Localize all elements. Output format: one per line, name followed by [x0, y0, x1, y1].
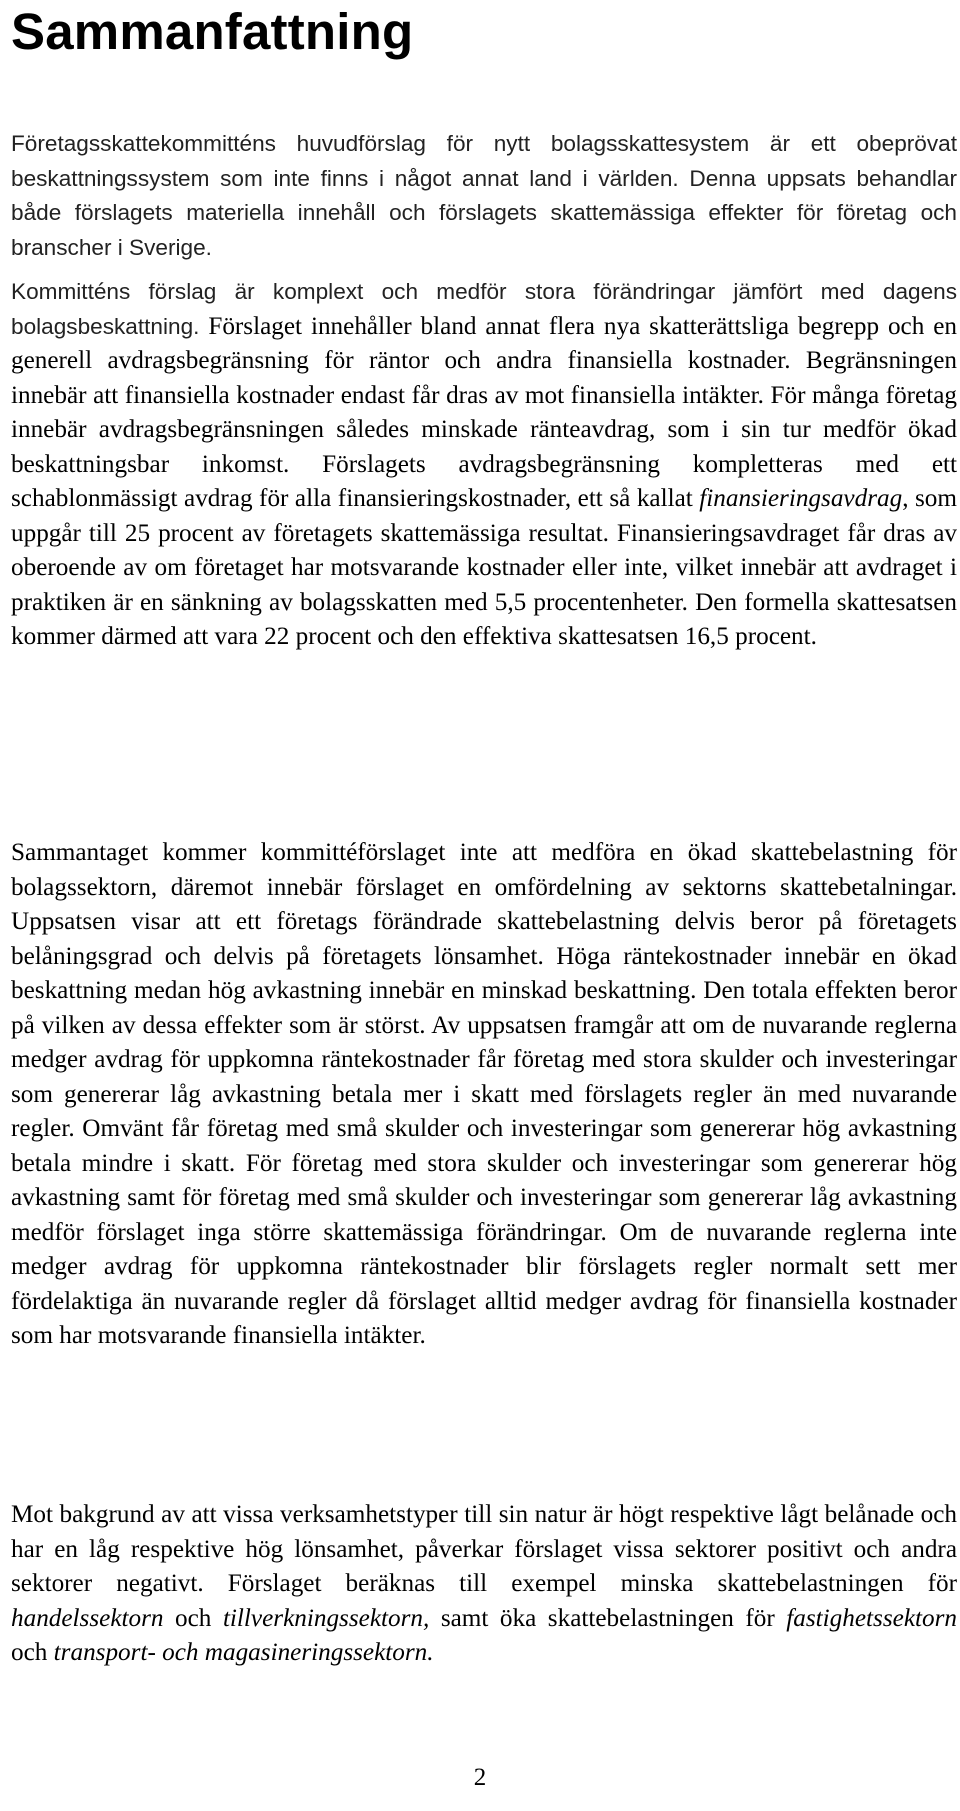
paragraph-sectors [11, 1498, 957, 1671]
term-finansieringsavdrag: finansieringsavdrag [699, 485, 903, 512]
paragraph-intro-text: Företagsskattekommitténs huvudförslag för nytt bolagsskattesystem är ett obeprövat beskattningssystem som inte finns i något annat land i världen. Denna uppsats behandlar både förslagets materiella innehåll och förslagets skattemässiga effekter för företag och branscher i Sverige. [11, 131, 957, 260]
paragraph-sectors-a: Mot bakgrund av att vissa verksamhetstyper till sin natur är högt respektive lågt belånade och har en låg respektive hög lönsamhet, påverkar förslaget vissa sektorer positivt och andra sektorer negativt. Förslaget beräknas till exempel minska skattebelastningen för [11, 1501, 957, 1597]
paragraph-proposal-tail: , som uppgår till 25 procent av företagets skattemässiga resultat. Finansieringsavdraget får dras av oberoende av om företaget har motsvarande kostnader eller inte, vilket innebär att avdraget i praktiken är en sänkning av bolagsskatten med 5,5 procentenheter. Den formella skattesatsen kommer därmed att vara 22 procent och den effektiva skattesatsen 16,5 procent. [11, 485, 957, 650]
page-title: Sammanfattning [11, 3, 414, 60]
paragraph-sectors-d: och [11, 1639, 54, 1666]
sector-fastighet: fastighetssektorn [786, 1604, 957, 1632]
sector-tillverkning: tillverkningssektorn, [222, 1604, 430, 1632]
paragraph-proposal-body: Förslaget innehåller bland annat flera nya skatterättsliga begrepp och en generell avdragsbegränsning för räntor och andra finansiella kostnader. Begränsningen innebär att finansiella kostnader endast får dras av mot finansiella intäkter. För många företag innebär avdragsbegränsningen således minskade ränteavdrag, som i sin tur medför ökad beskattningsbar inkomst. Förslagets avdragsbegränsning kompletteras med ett schablonmässigt avdrag för alla finansieringskostnader, ett så kallat [11, 312, 957, 512]
paragraph-sectors-b: och [163, 1604, 223, 1632]
paragraph-proposal-lead: Kommitténs förslag är komplext och medför stora förändringar jämfört med dagens bolagsbeskattning. [11, 279, 957, 339]
sector-transport: transport- och magasineringssektorn. [53, 1639, 434, 1666]
paragraph-intro [11, 127, 957, 265]
paragraph-proposal [11, 275, 957, 655]
paragraph-effects [11, 836, 957, 1354]
paragraph-sectors-c: samt öka skattebelastningen för [429, 1604, 787, 1632]
page-number: 2 [473, 1764, 487, 1791]
sector-handel: handelssektorn [11, 1604, 164, 1632]
paragraph-effects-text: Sammantaget kommer kommittéförslaget inte att medföra en ökad skattebelastning för bolagssektorn, däremot innebär förslaget en omfördelning av sektorns skattebetalningar. Uppsatsen visar att ett företags förändrade skattebelastning delvis beror på företagets belåningsgrad och delvis på företagets lönsamhet. Höga räntekostnader innebär en ökad beskattning medan hög avkastning innebär en minskad beskattning. Den totala effekten beror på vilken av dessa effekter som är störst. Av uppsatsen framgår att om de nuvarande reglerna medger avdrag för uppkomna räntekostnader får företag med stora skulder och investeringar som genererar låg avkastning betala mer i skatt med förslagets regler än med nuvarande regler. Omvänt får företag med små skulder och investeringar som genererar hög avkastning betala mindre i skatt. För företag med stora skulder och investeringar som genererar hög avkastning samt för företag med små skulder och investeringar som genererar låg avkastning medför förslaget inga större skattemässiga förändringar. Om de nuvarande reglerna inte medger avdrag för uppkomna räntekostnader blir förslagets regler normalt sett mer fördelaktiga än nuvarande regler då förslaget alltid medger avdrag för finansiella kostnader som har motsvarande finansiella intäkter. [11, 839, 957, 1349]
